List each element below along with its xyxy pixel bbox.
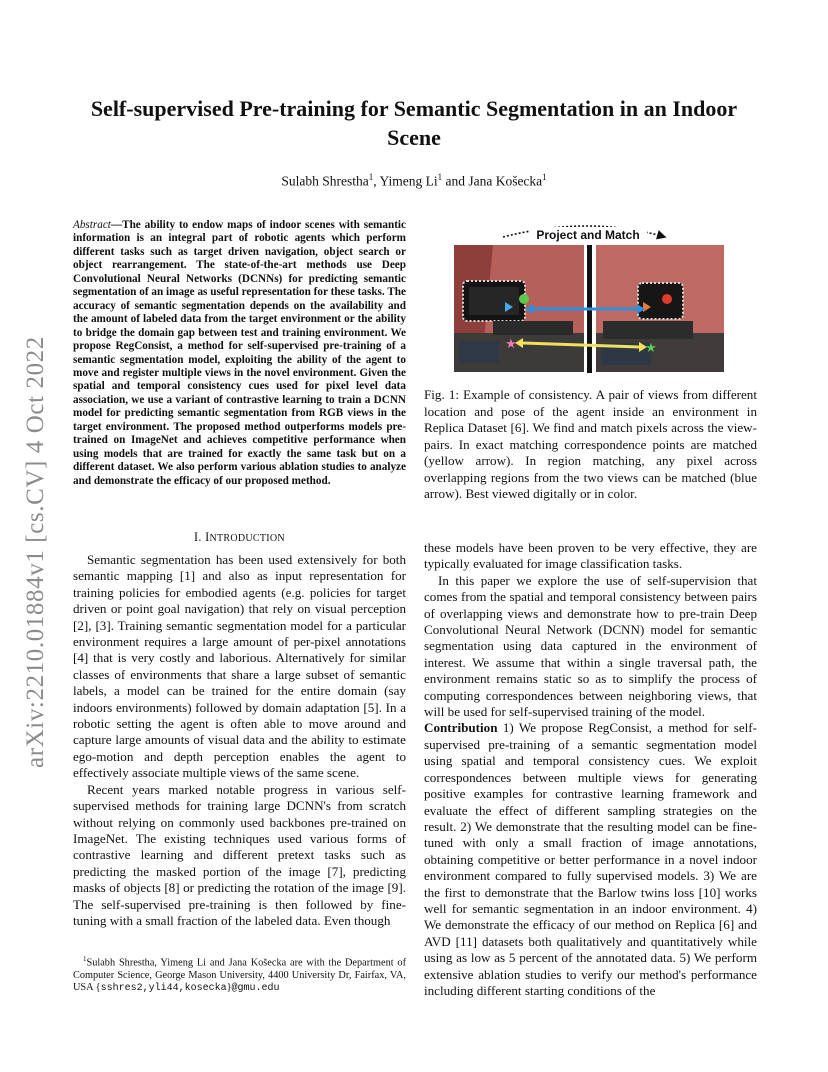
figure-1 [453,223,725,373]
paper-title: Self-supervised Pre-training for Semantic Segmentation in an Indoor Scene [90,96,738,150]
star-marker-icon: ★ [505,337,517,352]
affiliation-mark: 1 [368,172,374,182]
star-marker-icon: ★ [645,341,657,356]
right-column-body [424,540,757,999]
author-name: Sulabh Shrestha [281,173,369,189]
abstract-text: The ability to endow maps of indoor scenes with semantic information is an integral part of robotic agents which perform different tasks such as target driven navigation, object search or object rearrangement. The state-of-the-art methods use Deep Convolutional Neural Networks (DCNNs) for predicting semantic segmentation of an image as useful representation for these tasks. The accuracy of semantic segmentation depends on the availability and the amount of labeled data from the target environment or the ability to bridge the domain gap between test and training environment. We propose RegConsist, a method for self-supervised pre-training of a semantic segmentation model, exploiting the ability of the agent to move and register multiple views in the novel environment. Given the spatial and temporal consistency cues used for pixel level data association, we use a variant of contrastive learning to train a DCNN model for predicting semantic segmentation from RGB views in the target environment. The proposed method outperforms models pre-trained on ImageNet and achieves competitive performance when using models that are trained for exactly the same task but on a different dataset. We also perform various ablation studies to analyze and demonstrate the efficacy of our proposed method. [73,219,406,487]
project-match-label: Project and Match [536,228,640,242]
abstract [73,219,406,488]
section-title-rest: NTRODUCTION [209,533,285,544]
contribution-paragraph [424,720,757,999]
paragraph: Semantic segmentation has been used extensively for both semantic mapping [1] and also as input representation for training policies for embodied agents (e.g. policies for target driven or point goal navigation) that rely on visual perception [2], [3]. Training semantic segmentation model for a particular environment requires a large amount of per-pixel annotations [4] that is very costly and laborious. Alternatively for similar classes of environments that share a large subset of semantic labels, a model can be trained for the entire domain (say indoors environments) followed by domain adaptation [5]. In a robotic setting the agent is often able to move around and capture large amounts of visual data and the ability to estimate ego-motion and depth perception enables the agent to effectively associate multiple views of the same scene. [73,552,406,781]
author-line [70,172,758,190]
paragraph: these models have been proven to be very effective, they are typically evaluated for image classification tasks. [424,540,757,572]
affiliation-mark: 1 [437,172,443,182]
section-heading [73,530,406,545]
footnote-text: Sulabh Shrestha, Yimeng Li and Jana Košecka are with the Department of Computer Science, George Mason University, 4400 University Dr, Fairfax, VA, USA [73,957,406,994]
green-point-icon [519,294,529,304]
affiliation-mark: 1 [542,172,547,182]
abstract-dash: — [110,219,123,231]
footnote [73,953,406,996]
contribution-text: 1) We propose RegConsist, a method for self-supervised pre-training of a semantic segmentation model using spatial and temporal consistency cues. We exploit correspondences between multiple views for generating positive examples for contrastive learning framework and evaluate the effect of different sampling strategies on the result. 2) We demonstrate that the resulting model can be fine-tuned with only a small fraction of image annotations, obtaining competitive or better performance in a novel indoor environment compared to fully supervised models. 3) We are the first to demonstrate that the Barlow twins loss [10] works well for semantic segmentation in an indoor environment. 4) We demonstrate the efficacy of our method on Replica [6] and AVD [11] datasets both qualitatively and quantitatively while using as low as 5 percent of the annotated data. 5) We perform extensive ablation studies to verify our method's performance including different starting conditions of the [424,720,757,998]
author-separator: and [442,173,469,189]
author-name: Yimeng Li [379,173,438,189]
email-domain: @gmu.edu [231,983,280,995]
author-name: Jana Košecka [468,173,543,189]
red-point-icon [662,294,672,304]
author-separator: , [373,173,380,189]
footnote-mark: 1 [83,955,87,963]
author-emails: sshres2,yli44,kosecka [100,983,227,995]
email-brace-open: { [95,982,101,994]
paragraph: Recent years marked notable progress in various self-supervised methods for training large DCNN's from scratch without relying on commonly used backbones pre-trained on ImageNet. The existing techniques used various forms of contrastive learning and different pretext tasks such as predicting the masked portion of the image [7], predicting masks of objects [8] or predicting the rotation of the image [9]. The self-supervised pre-training is then followed by fine-tuning with a small fraction of the labeled data. Even though [73,781,406,928]
section-number: I. [194,530,206,544]
figure-caption: Fig. 1: Example of consistency. A pair of views from different location and pose of the agent inside an environment in Replica Dataset [6]. We find and match pixels across the view-pairs. In exact matching correspondence points are matched (yellow arrow). In region matching, any pixel across overlapping regions from the two views can be matched (blue arrow). Best viewed digitally or in color. [424,387,757,501]
arxiv-identifier: arXiv:2210.01884v1 [cs.CV] 4 Oct 2022 [22,336,49,768]
email-brace-close: } [226,982,232,994]
contribution-label: Contribution [424,720,498,736]
paragraph: In this paper we explore the use of self-supervision that comes from the spatial and temporal consistency between pairs of overlapping views and demonstrate how to pre-train Deep Convolutional Neural Network (DCNN) model for semantic segmentation using data captured in the environment of interest. We assume that within a single traversal path, the environment remains static so as to simplify the process of computing correspondences between neighboring views, that will be used for self-supervised training of the model. [424,572,757,720]
abstract-label: Abstract [73,219,111,231]
introduction-body [73,552,406,929]
section-title-initial: I [205,530,210,544]
